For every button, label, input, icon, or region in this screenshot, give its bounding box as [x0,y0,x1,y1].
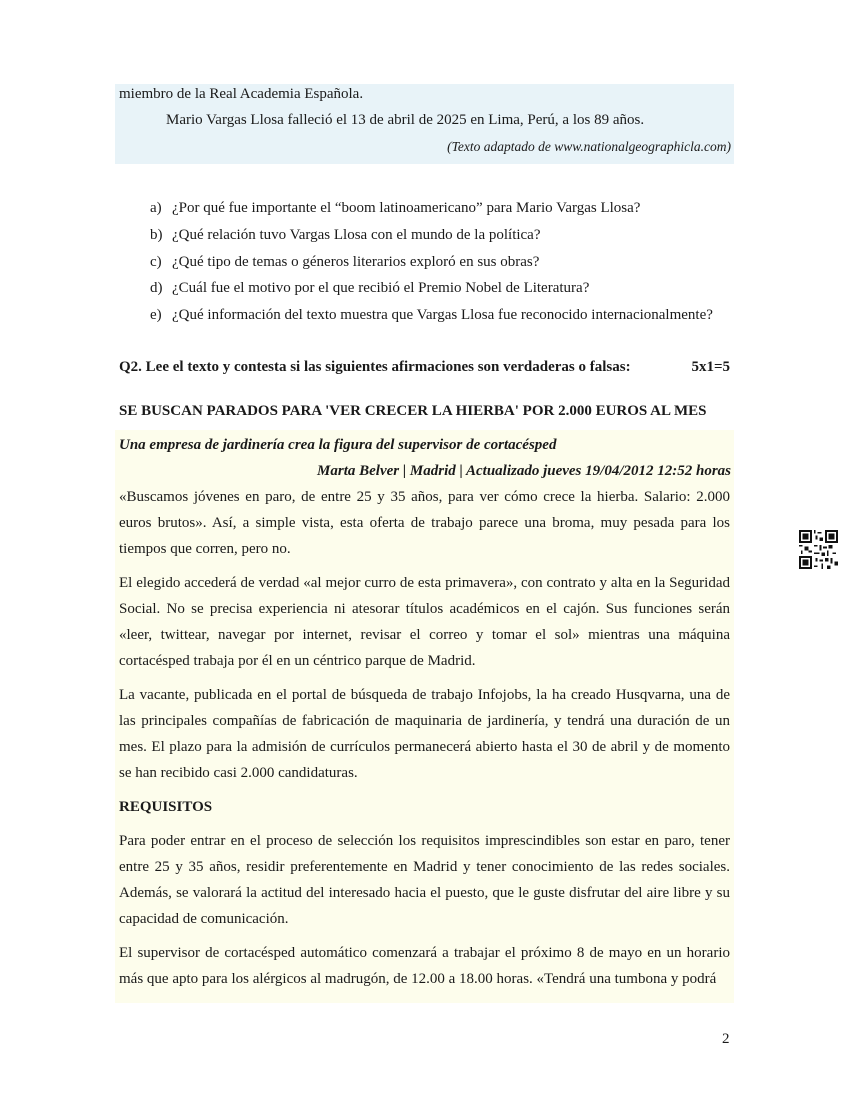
list-item [150,249,713,276]
article-paragraph: «Buscamos jóvenes en paro, de entre 25 y 35 años, para ver cómo crece la hierba. Salario: 2.000 euros brutos». Así, a simple vista, esta oferta de trabajo parece una broma, muy pesada para los tiempos que corren, pero no. [119,489,730,557]
article-headline: SE BUSCAN PARADOS PARA 'VER CRECER LA HIERBA' POR 2.000 EUROS AL MES [119,403,707,419]
source-citation: (Texto adaptado de www.nationalgeographicla.com) [447,139,731,154]
intro-line-1: miembro de la Real Academia Española. [119,86,364,102]
question-text: ¿Qué tipo de temas o géneros literarios exploró en sus obras? [172,253,540,270]
question-letter: e) [150,307,162,324]
question-list [150,195,713,329]
qr-code-icon [799,530,838,569]
article-paragraph: La vacante, publicada en el portal de búsqueda de trabajo Infojobs, la ha creado Husqvarna, una de las principales compañías de fabricación de maquinaria de jardinería, y tendrá una duración de un mes. El plazo para la admisión de currículos permanecerá abierto hasta el 30 de abril y de momento se han recibido casi 2.000 candidaturas. [119,687,730,781]
list-item [150,195,713,222]
list-item [150,275,713,302]
question-letter: a) [150,200,162,216]
question-text: ¿Por qué fue importante el “boom latinoamericano” para Mario Vargas Llosa? [172,200,641,216]
question-letter: d) [150,280,163,297]
intro-box [115,84,734,164]
question-letter: b) [150,226,163,243]
question-text: ¿Cuál fue el motivo por el que recibió el Premio Nobel de Literatura? [172,280,590,297]
question-letter: c) [150,253,162,270]
list-item [150,302,713,329]
question-text: ¿Qué relación tuvo Vargas Llosa con el mundo de la política? [172,226,541,243]
article-body [119,484,730,1000]
article-paragraph: Para poder entrar en el proceso de selección los requisitos imprescindibles son estar en paro, tener entre 25 y 35 años, residir preferentemente en Madrid y tener conocimiento de las redes sociales. Además, se valorará la actitud del interesado hacia el puesto, que le guste disfrutar del aire libre y su capacidad de comunicación. [119,833,730,927]
q2-points: 5x1=5 [691,359,730,375]
q2-heading [119,356,730,378]
intro-line-2: Mario Vargas Llosa falleció el 13 de abril de 2025 en Lima, Perú, a los 89 años. [166,112,645,128]
list-item [150,222,713,249]
q2-title: Q2. Lee el texto y contesta si las siguientes afirmaciones son verdaderas o falsas: [119,359,631,375]
question-text: ¿Qué información del texto muestra que Vargas Llosa fue reconocido internacionalmente? [172,307,713,324]
page-number: 2 [722,1031,730,1047]
article-paragraph: El elegido accederá de verdad «al mejor curro de esta primavera», con contrato y alta en la Seguridad Social. No se precisa experiencia ni atesorar títulos académicos en el cajón. Sus funciones serán «leer, twittear, navegar por internet, revisar el correo y tomar el sol» mientras una máquina cortacésped trabaja por él en un céntrico parque de Madrid. [119,575,730,669]
article-byline: Marta Belver | Madrid | Actualizado jueves 19/04/2012 12:52 horas [317,463,731,479]
article-box [115,430,734,1003]
article-subtitle: Una empresa de jardinería crea la figura del supervisor de cortacésped [119,437,557,453]
requirements-heading: REQUISITOS [119,799,213,815]
article-paragraph: El supervisor de cortacésped automático comenzará a trabajar el próximo 8 de mayo en un horario más que apto para los alérgicos al madrugón, de 12.00 a 18.00 horas. «Tendrá una tumbona y podrá [119,945,730,987]
